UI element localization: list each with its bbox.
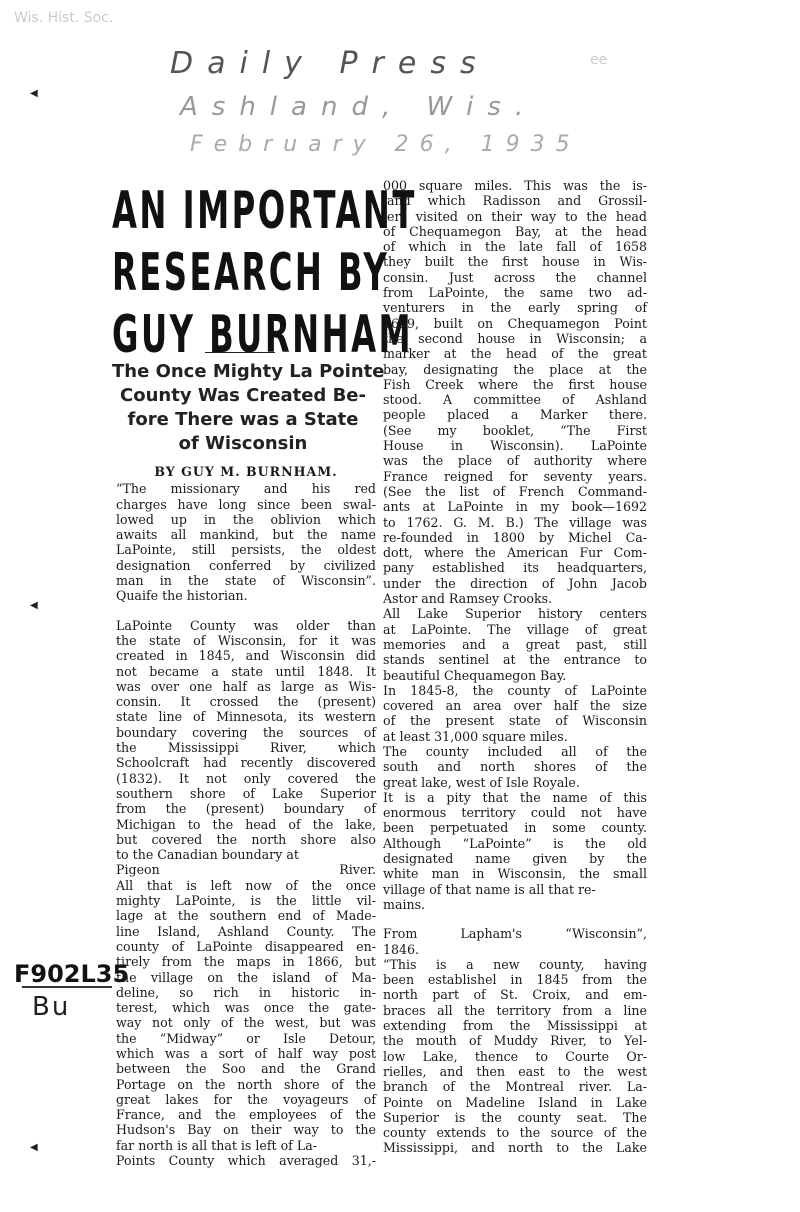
article-line: France reigned for seventy years.	[383, 468, 647, 484]
margin-bullet: ◀	[30, 600, 38, 611]
article-line: House in Wisconsin). LaPointe	[383, 438, 647, 454]
article-line: LaPointe County was older than	[116, 617, 376, 633]
article-line: to the Canadian boundary at	[116, 847, 299, 863]
article-line: boundary covering the sources of	[116, 724, 376, 740]
article-line: lage at the southern end of Made-	[116, 908, 376, 924]
handwritten-location: Ashland, Wis.	[180, 92, 538, 122]
article-column-2	[383, 178, 647, 1156]
article-line: Schoolcraft had recently discovered	[116, 755, 376, 771]
article-line: of Chequamegon Bay, at the head	[383, 223, 647, 239]
article-line: bay, designating the place at the	[383, 361, 647, 377]
article-line: memories and a great past, still	[383, 636, 647, 652]
article-line: the “Midway” or Isle Detour,	[116, 1030, 376, 1046]
subhead-line: The Once Mighty La Pointe	[112, 361, 385, 382]
article-line: 1659, built on Chequamegon Point	[383, 315, 647, 331]
article-line: Hudson's Bay on their way to the	[116, 1122, 376, 1138]
article-line: All Lake Superior history centers	[383, 606, 647, 622]
article-line: mains.	[383, 896, 426, 912]
article-line: It is a pity that the name of this	[383, 789, 647, 805]
article-line: great lake, west of Isle Royale.	[383, 774, 580, 790]
article-line: south and north shores of the	[383, 759, 647, 775]
subhead-line: of Wisconsin	[178, 433, 308, 454]
article-line: from the (present) boundary of	[116, 801, 376, 817]
article-line: created in 1845, and Wisconsin did	[116, 648, 376, 664]
paragraph-gap	[383, 912, 647, 926]
article-line: lowed up in the oblivion which	[116, 511, 376, 527]
article-line: pany established its headquarters,	[383, 560, 647, 576]
article-line: 000 square miles. This was the is-	[383, 178, 647, 193]
article-line: which was a sort of half way post	[116, 1045, 376, 1061]
article-line: Michigan to the head of the lake,	[116, 816, 376, 832]
article-line: Points County which averaged 31,-	[116, 1153, 376, 1169]
article-line: county extends to the source of the	[383, 1125, 647, 1141]
article-line: at LaPointe. The village of great	[383, 621, 647, 637]
subhead-line: County Was Created Be-	[120, 385, 366, 406]
article-line: designated name given by the	[383, 851, 647, 867]
article-line: designation conferred by civilized	[116, 557, 376, 573]
article-line: white man in Wisconsin, the small	[383, 866, 647, 882]
article-line: awaits all mankind, but the name	[116, 527, 376, 543]
article-line: 1846.	[383, 941, 420, 957]
article-line: stood. A committee of Ashland	[383, 392, 647, 408]
article-line: branch of the Montreal river. La-	[383, 1079, 647, 1095]
article-line: Although “LaPointe” is the old	[383, 835, 647, 851]
article-line: extending from the Mississippi at	[383, 1018, 647, 1034]
article-line: from LaPointe, the same two ad-	[383, 285, 647, 301]
article-line: been establishel in 1845 from the	[383, 972, 647, 988]
byline: BY GUY M. BURNHAM.	[154, 464, 338, 479]
article-line: state line of Minnesota, its western	[116, 709, 376, 725]
article-line: braces all the territory from a line	[383, 1002, 647, 1018]
article-line: been perpetuated in some county.	[383, 820, 647, 836]
article-line: Astor and Ramsey Crooks.	[383, 591, 553, 607]
article-line: under the direction of John Jacob	[383, 575, 647, 591]
article-line: stands sentinel at the entrance to	[383, 652, 647, 668]
article-line: Mississippi, and north to the Lake	[383, 1140, 647, 1156]
article-line: the mouth of Muddy River, to Yel-	[383, 1033, 647, 1049]
headline-line: GUY BURNHAM	[112, 305, 414, 365]
subheadline	[112, 360, 385, 456]
call-number: F902L35	[14, 960, 130, 988]
article-line: north part of St. Croix, and em-	[383, 987, 647, 1003]
article-line: marker at the head of the great	[383, 346, 647, 362]
article-line: was the place of authority where	[383, 453, 647, 469]
article-line: mighty LaPointe, is the little vil-	[116, 893, 376, 909]
article-line: was over one half as large as Wis-	[116, 678, 376, 694]
paragraph-gap	[116, 604, 376, 618]
article-line: they built the first house in Wis-	[383, 254, 647, 270]
handwritten-date: February 26, 1935	[190, 132, 581, 157]
article-line: dott, where the American Fur Com-	[383, 545, 647, 561]
article-line: beautiful Chequamegon Bay.	[383, 667, 567, 683]
article-line: The county included all of the	[383, 743, 647, 759]
article-line: deline, so rich in historic in-	[116, 984, 376, 1000]
article-line: at least 31,000 square miles.	[383, 728, 568, 744]
margin-note-top-left: Wis. Hist. Soc.	[14, 10, 114, 26]
article-line: terest, which was once the gate-	[116, 1000, 376, 1016]
article-line: consin. Just across the channel	[383, 269, 647, 285]
margin-bullet: ◀	[30, 88, 38, 99]
article-line: way not only of the west, but was	[116, 1015, 376, 1031]
article-line: covered an area over half the size	[383, 698, 647, 714]
article-line: (See my booklet, “The First	[383, 422, 647, 438]
article-line: not became a state until 1848. It	[116, 663, 376, 679]
headline	[112, 180, 417, 366]
article-line: but covered the north shore also	[116, 831, 376, 847]
article-line: venturers in the early spring of	[383, 300, 647, 316]
article-line: consin. It crossed the (present)	[116, 694, 376, 710]
article-line: LaPointe, still persists, the oldest	[116, 542, 376, 558]
article-line: the Mississippi River, which	[116, 740, 376, 756]
article-line: village of that name is all that re-	[383, 881, 596, 897]
article-line: southern shore of Lake Superior	[116, 785, 376, 801]
article-column-1	[116, 464, 376, 1168]
headline-divider	[205, 352, 275, 353]
article-line: the second house in Wisconsin; a	[383, 330, 647, 346]
article-line: of which in the late fall of 1658	[383, 239, 647, 255]
article-line: county of LaPointe disappeared en-	[116, 938, 376, 954]
handwritten-newspaper-name: Daily Press	[170, 46, 490, 81]
article-line: great lakes for the voyageurs of	[116, 1091, 376, 1107]
article-line: enormous territory could not have	[383, 805, 647, 821]
article-line: rielles, and then east to the west	[383, 1063, 647, 1079]
article-line: charges have long since been swal-	[116, 496, 376, 512]
article-line: Pointe on Madeline Island in Lake	[383, 1094, 647, 1110]
article-line: the village on the island of Ma-	[116, 969, 376, 985]
article-line: Pigeon River.	[116, 862, 376, 878]
article-line: lers visited on their way to the head	[383, 208, 647, 224]
article-line: far north is all that is left of La-	[116, 1137, 317, 1153]
margin-note-top-right: ee	[590, 52, 608, 68]
article-line: Fish Creek where the first house	[383, 376, 647, 392]
subhead-line: fore There was a State	[127, 409, 359, 430]
article-line: people placed a Marker there.	[383, 407, 647, 423]
article-line: low Lake, thence to Courte Or-	[383, 1048, 647, 1064]
article-line: In 1845-8, the county of LaPointe	[383, 682, 647, 698]
article-line: “The missionary and his red	[116, 481, 376, 497]
headline-line: RESEARCH BY	[112, 243, 390, 303]
article-line: From Lapham's “Wisconsin”,	[383, 926, 647, 942]
article-line: the state of Wisconsin, for it was	[116, 632, 376, 648]
article-line: land which Radisson and Grossil-	[383, 193, 647, 209]
call-number-suffix: Bu	[32, 992, 71, 1022]
article-line: All that is left now of the once	[116, 877, 376, 893]
article-line: “This is a new county, having	[383, 956, 647, 972]
article-line: of the present state of Wisconsin	[383, 713, 647, 729]
headline-line: AN IMPORTANT	[112, 181, 417, 241]
margin-bullet: ◀	[30, 1142, 38, 1153]
article-line: ants at LaPointe in my book—1692	[383, 499, 647, 515]
article-line: (See the list of French Command-	[383, 483, 647, 499]
article-line: to 1762. G. M. B.) The village was	[383, 514, 647, 530]
article-line: Portage on the north shore of the	[116, 1076, 376, 1092]
article-line: re-founded in 1800 by Michel Ca-	[383, 529, 647, 545]
article-line: France, and the employees of the	[116, 1107, 376, 1123]
article-line: (1832). It not only covered the	[116, 770, 376, 786]
article-line: line Island, Ashland County. The	[116, 923, 376, 939]
article-line: tirely from the maps in 1866, but	[116, 954, 376, 970]
article-line: Superior is the county seat. The	[383, 1109, 647, 1125]
article-line: between the Soo and the Grand	[116, 1061, 376, 1077]
article-line: Quaife the historian.	[116, 588, 248, 604]
article-line: man in the state of Wisconsin”.	[116, 573, 376, 589]
